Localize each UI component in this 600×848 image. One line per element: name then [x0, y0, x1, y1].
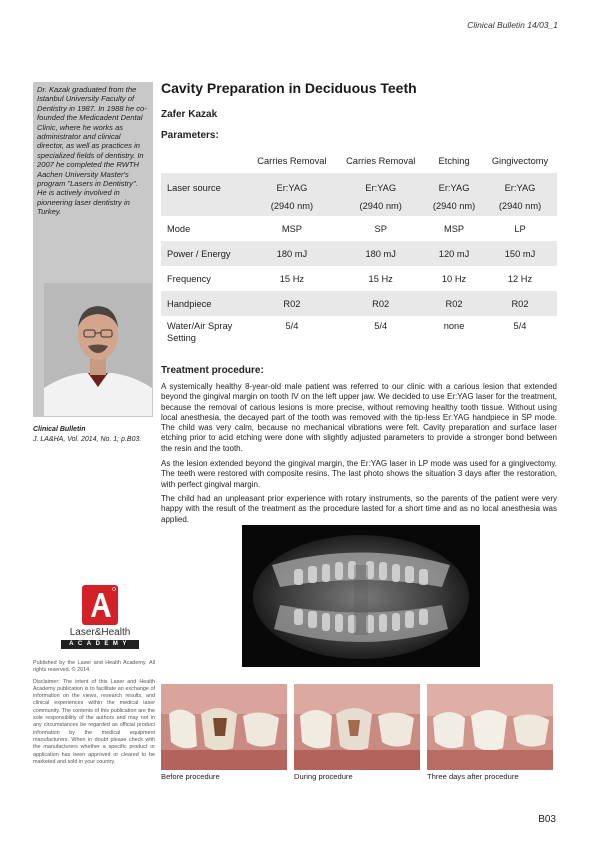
- parameters-heading: Parameters:: [161, 130, 219, 141]
- paragraph-gingivectomy: As the lesion extended beyond the gingival margin, the Er:YAG laser in LP mode was used for a gingivectomy. The teeth were restored with composite resins. The last photo shows the situation 3 days after the restoration, with perfect gingival margin.: [161, 459, 557, 489]
- table-header-row: [161, 149, 557, 173]
- row-label: Laser source: [161, 173, 248, 216]
- column-header: Carries Removal: [257, 156, 327, 166]
- table-row: [161, 291, 557, 316]
- logo-name: Laser&Health: [69, 627, 131, 638]
- table-row: [161, 241, 557, 266]
- panoramic-xray-image: [242, 525, 480, 667]
- logo-academy: ACADEMY: [61, 640, 139, 649]
- table-cell: 10 Hz: [441, 273, 467, 284]
- during-procedure-photo: [294, 684, 420, 770]
- caption-before: Before procedure: [161, 772, 220, 781]
- table-cell: MSP: [443, 223, 465, 234]
- table-cell: R02: [425, 291, 483, 316]
- page-number: B03: [538, 814, 556, 825]
- table-cell: Er:YAG (2940 nm): [483, 173, 557, 216]
- before-procedure-photo: [161, 684, 287, 770]
- author-photo: [44, 283, 152, 416]
- article-title: Cavity Preparation in Deciduous Teeth: [161, 80, 417, 96]
- table-row: [161, 316, 557, 349]
- table-cell: 120 mJ: [425, 241, 483, 266]
- table-cell: 5/4: [374, 321, 388, 331]
- column-header: Carries Removal: [346, 156, 416, 166]
- table-cell: LP: [514, 223, 526, 234]
- column-header: Etching: [438, 156, 470, 166]
- laser-health-academy-logo: [60, 585, 140, 649]
- table-cell: 180 mJ: [248, 241, 337, 266]
- article-author: Zafer Kazak: [161, 109, 218, 120]
- table-cell: 15 Hz: [279, 273, 305, 284]
- table-cell: SP: [374, 223, 387, 234]
- paragraph-case: A systemically healthy 8-year-old male patient was referred to our clinic with a carious lesion that extended beyond the gingival margin on tooth IV on the left upper jaw. We decided to use Er:YAG laser for the treatment, because the removal of carious lesions is more precise, without removing healthy tooth tissue. Without using local anesthesia, the decayed part of the tooth was removed with the tip-less Er:YAG handpiece in SP mode. The child was very calm, because no mechanical vibrations were felt. Cavity preparation and surface laser etching prior to acid etching were done with slightly adjusted parameters to provide a stronger bond between the resin and the tooth.: [161, 382, 557, 453]
- table-row: [161, 216, 557, 241]
- caption-after: Three days after procedure: [427, 772, 519, 781]
- row-label: Power / Energy: [161, 241, 248, 266]
- table-cell: none: [443, 321, 465, 331]
- parameters-table: [161, 149, 557, 349]
- table-cell: 5/4: [285, 321, 299, 331]
- column-header: Gingivectomy: [491, 156, 549, 166]
- row-label: Mode: [167, 223, 191, 234]
- table-row: [161, 266, 557, 291]
- disclaimer-text: Disclaimer: The intent of this Laser and Health Academy publication is to facilitate an exchange of information on the views, research results, and clinical experiences within the medical laser community. The contents of this publication are the sole responsibility of the authors and may not in any circumstances be regarded as official product information by the medical equipment manufacturers. When in doubt please check with the manufacturers whether a specific product or application has been approved or cleared to be marketed and sold in your country.: [33, 678, 155, 765]
- author-portrait-image: [44, 283, 152, 416]
- table-cell: MSP: [281, 223, 302, 234]
- treatment-heading: Treatment procedure:: [161, 365, 264, 376]
- published-notice: Published by the Laser and Health Academy. All rights reserved. © 2014.: [33, 660, 155, 674]
- issue-header: Clinical Bulletin 14/03_1: [467, 20, 558, 30]
- bulletin-citation: [33, 425, 153, 445]
- table-cell: 180 mJ: [336, 241, 425, 266]
- table-cell: Er:YAG (2940 nm): [425, 173, 483, 216]
- row-label: Handpiece: [161, 291, 248, 316]
- table-cell: 5/4: [513, 321, 527, 331]
- table-cell: 150 mJ: [483, 241, 557, 266]
- row-label: Frequency: [167, 273, 211, 284]
- table-row: [161, 173, 557, 216]
- table-cell: 15 Hz: [368, 273, 393, 284]
- academy-logo-icon: [82, 585, 118, 625]
- table-cell: R02: [483, 291, 557, 316]
- three-days-after-photo: [427, 684, 553, 770]
- table-cell: R02: [248, 291, 337, 316]
- legal-notice: [33, 660, 155, 766]
- row-label: Water/Air Spray Setting: [167, 321, 233, 343]
- table-cell: Er:YAG (2940 nm): [336, 173, 425, 216]
- paragraph-outcome: The child had an unpleasant prior experience with rotary instruments, so the parents of the patient were very happy with the result of the treatment as the procedure lasted for a short time and as no local anesthesia was applied.: [161, 494, 557, 524]
- bulletin-label: Clinical Bulletin: [33, 426, 86, 433]
- caption-during: During procedure: [294, 772, 353, 781]
- table-cell: Er:YAG (2940 nm): [248, 173, 337, 216]
- table-cell: 12 Hz: [507, 273, 533, 284]
- citation-text: J. LA&HA, Vol. 2014, No. 1; p.B03.: [33, 436, 142, 443]
- table-cell: R02: [336, 291, 425, 316]
- author-bio: Dr. Kazak graduated from the Istanbul University Faculty of Dentistry in 1987. In 1988 he co-founded the Medicadent Dental Clinic, where he works as administrator and clinical director, as well as practices in specialized fields of dentistry. In 2007 he completed the RWTH Aachen University Master's program "Lasers in Dentistry". He is actively involved in pioneering laser dentistry in Turkey.: [37, 85, 147, 217]
